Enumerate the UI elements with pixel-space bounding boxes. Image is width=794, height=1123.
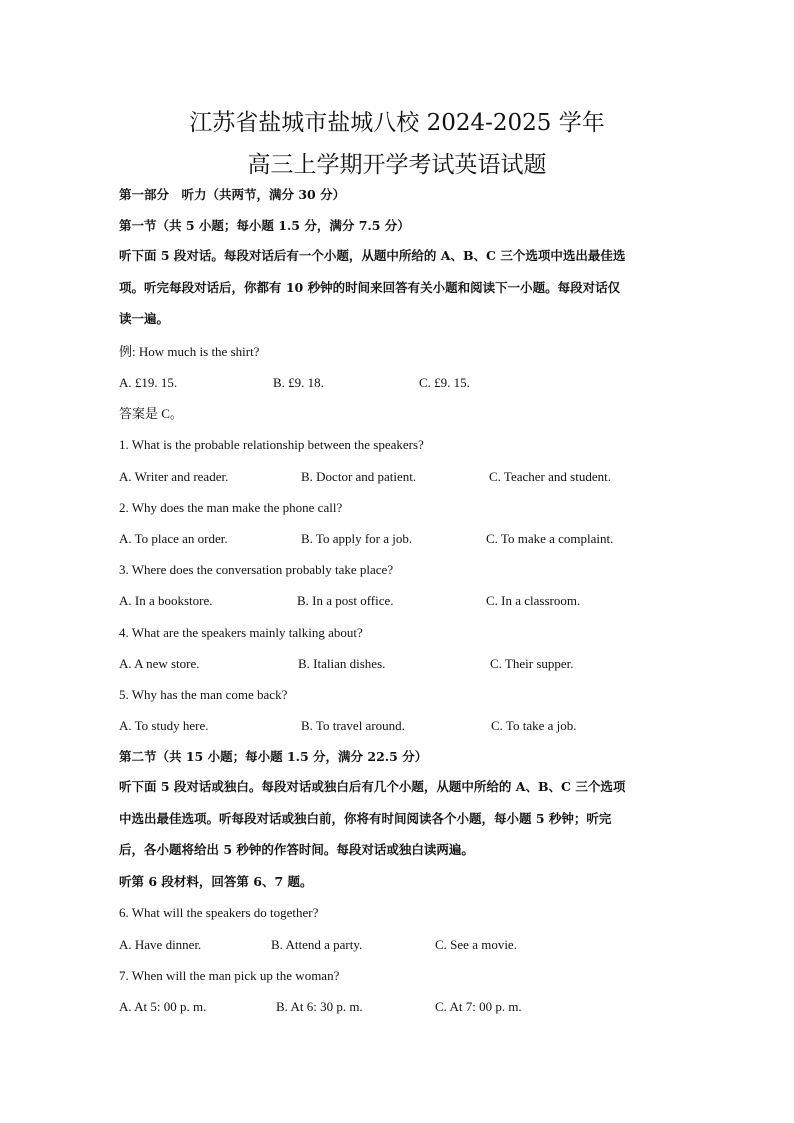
question-6: 6. What will the speakers do together?	[119, 905, 319, 920]
q1-option-c: C. Teacher and student.	[489, 469, 611, 484]
q3-option-a: A. In a bookstore.	[119, 593, 213, 608]
q5-option-b: B. To travel around.	[301, 718, 405, 733]
instruction-line: 后，各小题将给出 5 秒钟的作答时间。每段对话或独白读两遍。	[119, 842, 474, 857]
q1-option-a: A. Writer and reader.	[119, 469, 229, 484]
question-1: 1. What is the probable relationship between the speakers?	[119, 437, 424, 452]
q4-option-b: B. Italian dishes.	[298, 656, 386, 671]
instruction-line: 听下面 5 段对话。每段对话后有一个小题，从题中所给的 A、B、C 三个选项中选出最佳选	[119, 248, 626, 263]
question-4: 4. What are the speakers mainly talking about?	[119, 625, 363, 640]
part1-heading: 第一部分 听力（共两节，满分 30 分）	[119, 187, 346, 202]
q1-option-b: B. Doctor and patient.	[301, 469, 417, 484]
q4-option-a: A. A new store.	[119, 656, 200, 671]
instruction-line: 项。听完每段对话后，你都有 10 秒钟的时间来回答有关小题和阅读下一小题。每段对话仅	[119, 279, 621, 295]
material6-heading: 听第 6 段材料，回答第 6、7 题。	[119, 874, 313, 889]
q7-option-b: B. At 6: 30 p. m.	[276, 999, 363, 1014]
q7-option-c: C. At 7: 00 p. m.	[435, 999, 522, 1014]
q6-option-c: C. See a movie.	[435, 937, 517, 952]
instruction-line: 听下面 5 段对话或独白。每段对话或独白后有几个小题，从题中所给的 A、B、C 三个选项	[119, 779, 626, 794]
section1-instructions	[119, 240, 679, 335]
instruction-line: 读一遍。	[119, 311, 170, 326]
instruction-line: 中选出最佳选项。听每段对话或独白前，你将有时间阅读各个小题，每小题 5 秒钟；听完	[119, 810, 612, 826]
section2-heading: 第二节（共 15 小题；每小题 1.5 分，满分 22.5 分）	[119, 749, 428, 764]
q2-option-a: A. To place an order.	[119, 531, 228, 546]
q3-option-b: B. In a post office.	[297, 593, 394, 608]
example-answer: 答案是 C。	[119, 406, 183, 421]
title-line-2: 高三上学期开学考试英语试题	[247, 152, 547, 178]
q4-option-c: C. Their supper.	[490, 656, 574, 671]
q2-option-b: B. To apply for a job.	[301, 531, 413, 546]
q2-option-c: C. To make a complaint.	[486, 531, 614, 546]
section2-instructions	[119, 771, 679, 866]
question-3: 3. Where does the conversation probably take place?	[119, 562, 394, 577]
example-option-b: B. £9. 18.	[273, 375, 324, 390]
question-5: 5. Why has the man come back?	[119, 687, 288, 702]
example-question: 例: How much is the shirt?	[119, 344, 260, 359]
q6-option-a: A. Have dinner.	[119, 937, 202, 952]
section1-heading: 第一节（共 5 小题；每小题 1.5 分，满分 7.5 分）	[119, 218, 410, 233]
question-2: 2. Why does the man make the phone call?	[119, 500, 343, 515]
q5-option-c: C. To take a job.	[491, 718, 577, 733]
q6-option-b: B. Attend a party.	[271, 937, 363, 952]
q7-option-a: A. At 5: 00 p. m.	[119, 999, 207, 1014]
question-7: 7. When will the man pick up the woman?	[119, 968, 340, 983]
example-option-c: C. £9. 15.	[419, 375, 470, 390]
q5-option-a: A. To study here.	[119, 718, 209, 733]
example-option-a: A. £19. 15.	[119, 375, 178, 390]
q3-option-c: C. In a classroom.	[486, 593, 581, 608]
title-line-1: 江苏省盐城市盐城八校 2024-2025 学年	[189, 110, 605, 136]
